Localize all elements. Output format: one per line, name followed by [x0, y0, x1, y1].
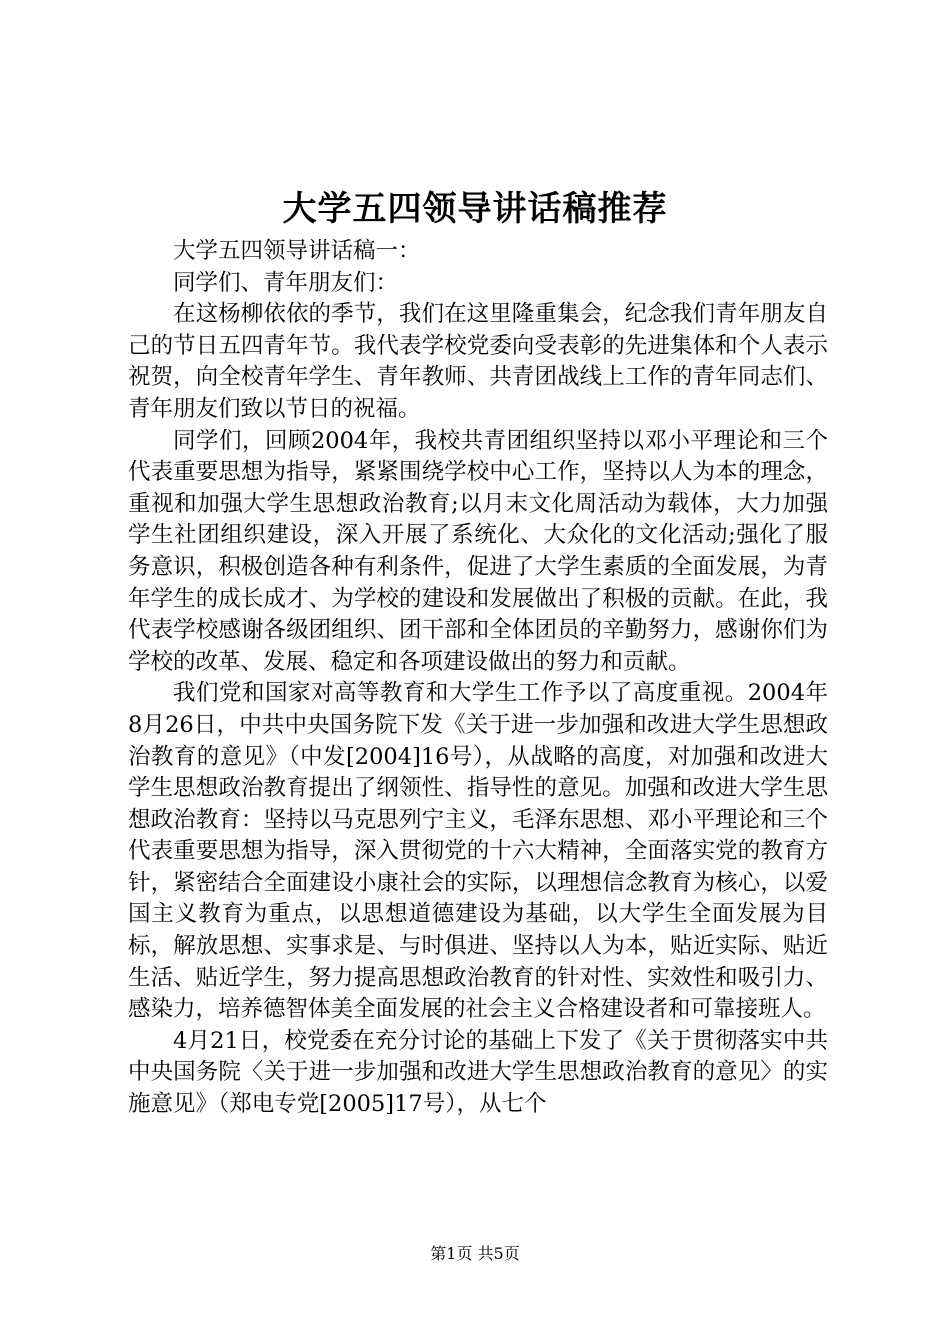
paragraph: 在这杨柳依依的季节，我们在这里隆重集会，纪念我们青年朋友自己的节日五四青年节。我代表学校党委向受表彰的先进集体和个人表示祝贺，向全校青年学生、青年教师、共青团战线上工作的青年同志们、青年朋友们致以节日的祝福。	[128, 301, 828, 422]
paragraph: 4月21日，校党委在充分讨论的基础上下发了《关于贯彻落实中共中央国务院〈关于进一步加强和改进大学生思想政治教育的意见〉的实施意见》（郑电专党[2005]17号），从七个	[128, 1027, 828, 1118]
document-title: 大学五四领导讲话稿推荐	[282, 189, 668, 229]
paragraph: 同学们，回顾2004年，我校共青团组织坚持以邓小平理论和三个代表重要思想为指导，紧紧围绕学校中心工作，坚持以人为本的理念，重视和加强大学生思想政治教育;以月末文化周活动为载体，大力加强学生社团组织建设，深入开展了系统化、大众化的文化活动;强化了服务意识，积极创造各种有利条件，促进了大学生素质的全面发展，为青年学生的成长成才、为学校的建设和发展做出了积极的贡献。在此，我代表学校感谢各级团组织、团干部和全体团员的辛勤努力，感谢你们为学校的改革、发展、稳定和各项建设做出的努力和贡献。	[128, 427, 828, 675]
paragraph-salutation: 同学们、青年朋友们：	[173, 269, 399, 296]
page-number-footer: 第1页 共5页	[430, 1244, 520, 1263]
document-body	[128, 236, 828, 1121]
paragraph-heading: 大学五四领导讲话稿一：	[173, 238, 421, 264]
paragraph: 我们党和国家对高等教育和大学生工作予以了高度重视。2004年8月26日，中共中央国务院下发《关于进一步加强和改进大学生思想政治教育的意见》（中发[2004]16号），从战略的高度，对加强和改进大学生思想政治教育提出了纲领性、指导性的意见。加强和改进大学生思想政治教育：坚持以马克思列宁主义，毛泽东思想、邓小平理论和三个代表重要思想为指导，深入贯彻党的十六大精神，全面落实党的教育方针，紧密结合全面建设小康社会的实际，以理想信念教育为核心，以爱国主义教育为重点，以思想道德建设为基础，以大学生全面发展为目标，解放思想、实事求是、与时俱进、坚持以人为本，贴近实际、贴近生活、贴近学生，努力提高思想政治教育的针对性、实效性和吸引力、感染力，培养德智体美全面发展的社会主义合格建设者和可靠接班人。	[128, 680, 828, 1023]
